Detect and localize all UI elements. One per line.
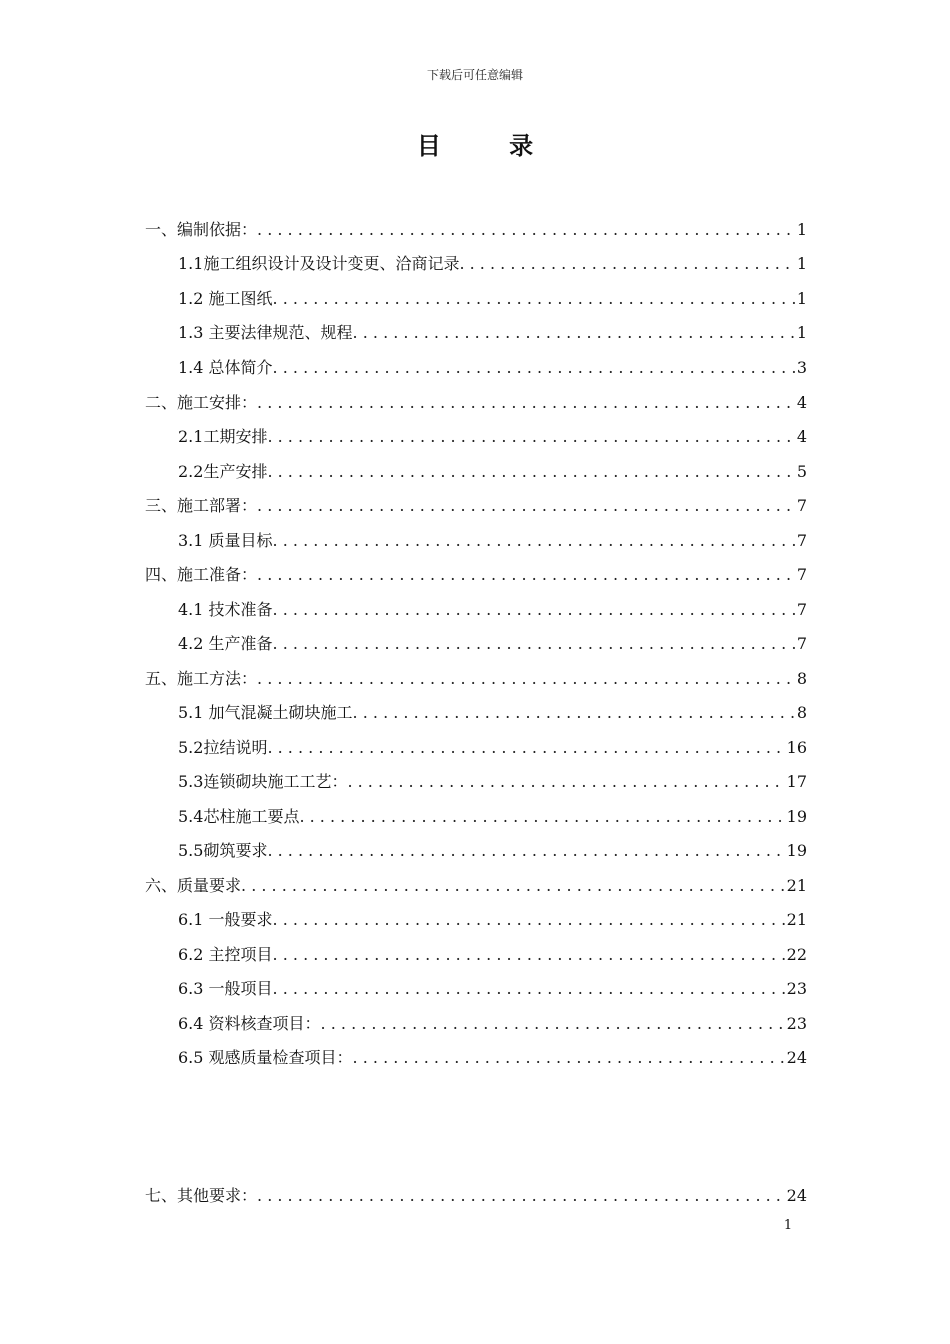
- toc-entry-label: 七、其他要求：: [145, 1186, 258, 1205]
- toc-entry[interactable]: [178, 907, 807, 933]
- toc-entry[interactable]: [178, 320, 807, 346]
- toc-entry-label: 6.2 主控项目: [178, 945, 273, 964]
- toc-entry[interactable]: [178, 355, 807, 381]
- toc-entry-label: 6.3 一般项目: [178, 979, 273, 998]
- page-number: 1: [783, 1218, 793, 1233]
- toc-entry-label: 5.3连锁砌块施工工艺：: [178, 772, 348, 791]
- toc-entry-label: 6.5 观感质量检查项目：: [178, 1048, 353, 1067]
- dot-leader: [273, 286, 795, 312]
- dot-leader: [273, 631, 795, 657]
- toc-entry-page: 4: [796, 427, 807, 446]
- toc-entry-page: 21: [786, 910, 807, 929]
- toc-entry[interactable]: [178, 838, 807, 864]
- toc-entry[interactable]: [178, 597, 807, 623]
- toc-entry-page: 7: [796, 634, 807, 653]
- dot-leader: [353, 320, 795, 346]
- toc-entry-label: 5.2拉结说明: [178, 738, 268, 757]
- dot-leader: [273, 528, 795, 554]
- dot-leader: [459, 251, 794, 277]
- dot-leader: [299, 804, 784, 830]
- toc-entry-page: 23: [786, 979, 807, 998]
- dot-leader: [273, 907, 785, 933]
- toc-entry-page: 7: [796, 565, 807, 584]
- toc-entry-page: 7: [796, 496, 807, 515]
- toc-entry-page: 19: [786, 841, 807, 860]
- toc-entry-page: 21: [786, 876, 807, 895]
- toc-entry-page: 3: [796, 358, 807, 377]
- dot-leader: [257, 562, 795, 588]
- toc-entry-page: 1: [796, 220, 807, 239]
- toc-title: 目 录: [416, 131, 564, 160]
- toc-entry[interactable]: [178, 251, 807, 277]
- toc-entry[interactable]: [145, 1183, 807, 1209]
- toc-entry-label: 6.4 资料核查项目：: [178, 1014, 321, 1033]
- toc-entry-label: 2.2生产安排: [178, 462, 268, 481]
- toc-entry[interactable]: [178, 1045, 807, 1071]
- toc-entry-label: 二、施工安排：: [145, 393, 258, 412]
- toc-entry-label: 一、编制依据：: [145, 220, 258, 239]
- toc-entry[interactable]: [178, 700, 807, 726]
- dot-leader: [347, 769, 784, 795]
- toc-entry[interactable]: [178, 631, 807, 657]
- dot-leader: [267, 735, 784, 761]
- toc-entry-label: 3.1 质量目标: [178, 531, 273, 550]
- toc-entry-label: 4.1 技术准备: [178, 600, 273, 619]
- toc-entry-label: 6.1 一般要求: [178, 910, 273, 929]
- dot-leader: [267, 838, 784, 864]
- toc-entry-page: 7: [796, 600, 807, 619]
- toc-entry[interactable]: [178, 1011, 807, 1037]
- toc-entry-label: 六、质量要求: [145, 876, 242, 895]
- toc-entry[interactable]: [145, 873, 807, 899]
- dot-leader: [273, 355, 795, 381]
- toc-entry-page: 1: [796, 323, 807, 342]
- toc-entry-page: 24: [786, 1048, 807, 1067]
- dot-leader: [321, 1011, 785, 1037]
- dot-leader: [273, 597, 795, 623]
- toc-entry-page: 19: [786, 807, 807, 826]
- toc-entry-label: 1.1施工组织设计及设计变更、洽商记录: [178, 254, 460, 273]
- toc-entry[interactable]: [145, 493, 807, 519]
- toc-entry-label: 5.4芯柱施工要点: [178, 807, 300, 826]
- toc-entry[interactable]: [145, 390, 807, 416]
- toc-entry[interactable]: [178, 528, 807, 554]
- toc-entry[interactable]: [178, 459, 807, 485]
- toc-entry-label: 1.3 主要法律规范、规程: [178, 323, 353, 342]
- toc-entry[interactable]: [178, 976, 807, 1002]
- dot-leader: [257, 217, 795, 243]
- toc-entry[interactable]: [145, 217, 807, 243]
- toc-entry-label: 1.2 施工图纸: [178, 289, 273, 308]
- dot-leader: [273, 942, 785, 968]
- header-note: 下载后可任意编辑: [426, 68, 523, 82]
- toc-entry-page: 4: [796, 393, 807, 412]
- toc-entry[interactable]: [178, 804, 807, 830]
- dot-leader: [257, 1183, 785, 1209]
- toc-entry-label: 三、施工部署：: [145, 496, 258, 515]
- dot-leader: [267, 459, 794, 485]
- toc-entry-label: 5.5砌筑要求: [178, 841, 268, 860]
- dot-leader: [353, 700, 795, 726]
- toc-entry-page: 7: [796, 531, 807, 550]
- toc-entry[interactable]: [178, 286, 807, 312]
- dot-leader: [273, 976, 785, 1002]
- toc-entry-page: 8: [796, 669, 807, 688]
- toc-entry[interactable]: [178, 735, 807, 761]
- toc-entry-label: 4.2 生产准备: [178, 634, 273, 653]
- toc-entry[interactable]: [178, 424, 807, 450]
- dot-leader: [257, 493, 795, 519]
- toc-entry-page: 5: [796, 462, 807, 481]
- toc-entry-page: 17: [786, 772, 807, 791]
- toc-entry[interactable]: [178, 942, 807, 968]
- toc-entry[interactable]: [145, 666, 807, 692]
- dot-leader: [267, 424, 794, 450]
- dot-leader: [257, 666, 795, 692]
- dot-leader: [257, 390, 795, 416]
- toc-entry-label: 2.1工期安排: [178, 427, 268, 446]
- toc-entry-page: 1: [796, 254, 807, 273]
- toc-entry[interactable]: [145, 562, 807, 588]
- toc-entry[interactable]: [178, 769, 807, 795]
- dot-leader: [353, 1045, 785, 1071]
- toc-entry-label: 5.1 加气混凝土砌块施工: [178, 703, 353, 722]
- toc-entry-page: 8: [796, 703, 807, 722]
- toc-entry-page: 23: [786, 1014, 807, 1033]
- toc-entry-page: 1: [796, 289, 807, 308]
- toc-entry-page: 22: [786, 945, 807, 964]
- dot-leader: [241, 873, 785, 899]
- toc-entry-label: 1.4 总体简介: [178, 358, 273, 377]
- toc-entry-page: 24: [786, 1186, 807, 1205]
- toc-entry-label: 四、施工准备：: [145, 565, 258, 584]
- toc-entry-page: 16: [786, 738, 807, 757]
- toc-entry-label: 五、施工方法：: [145, 669, 258, 688]
